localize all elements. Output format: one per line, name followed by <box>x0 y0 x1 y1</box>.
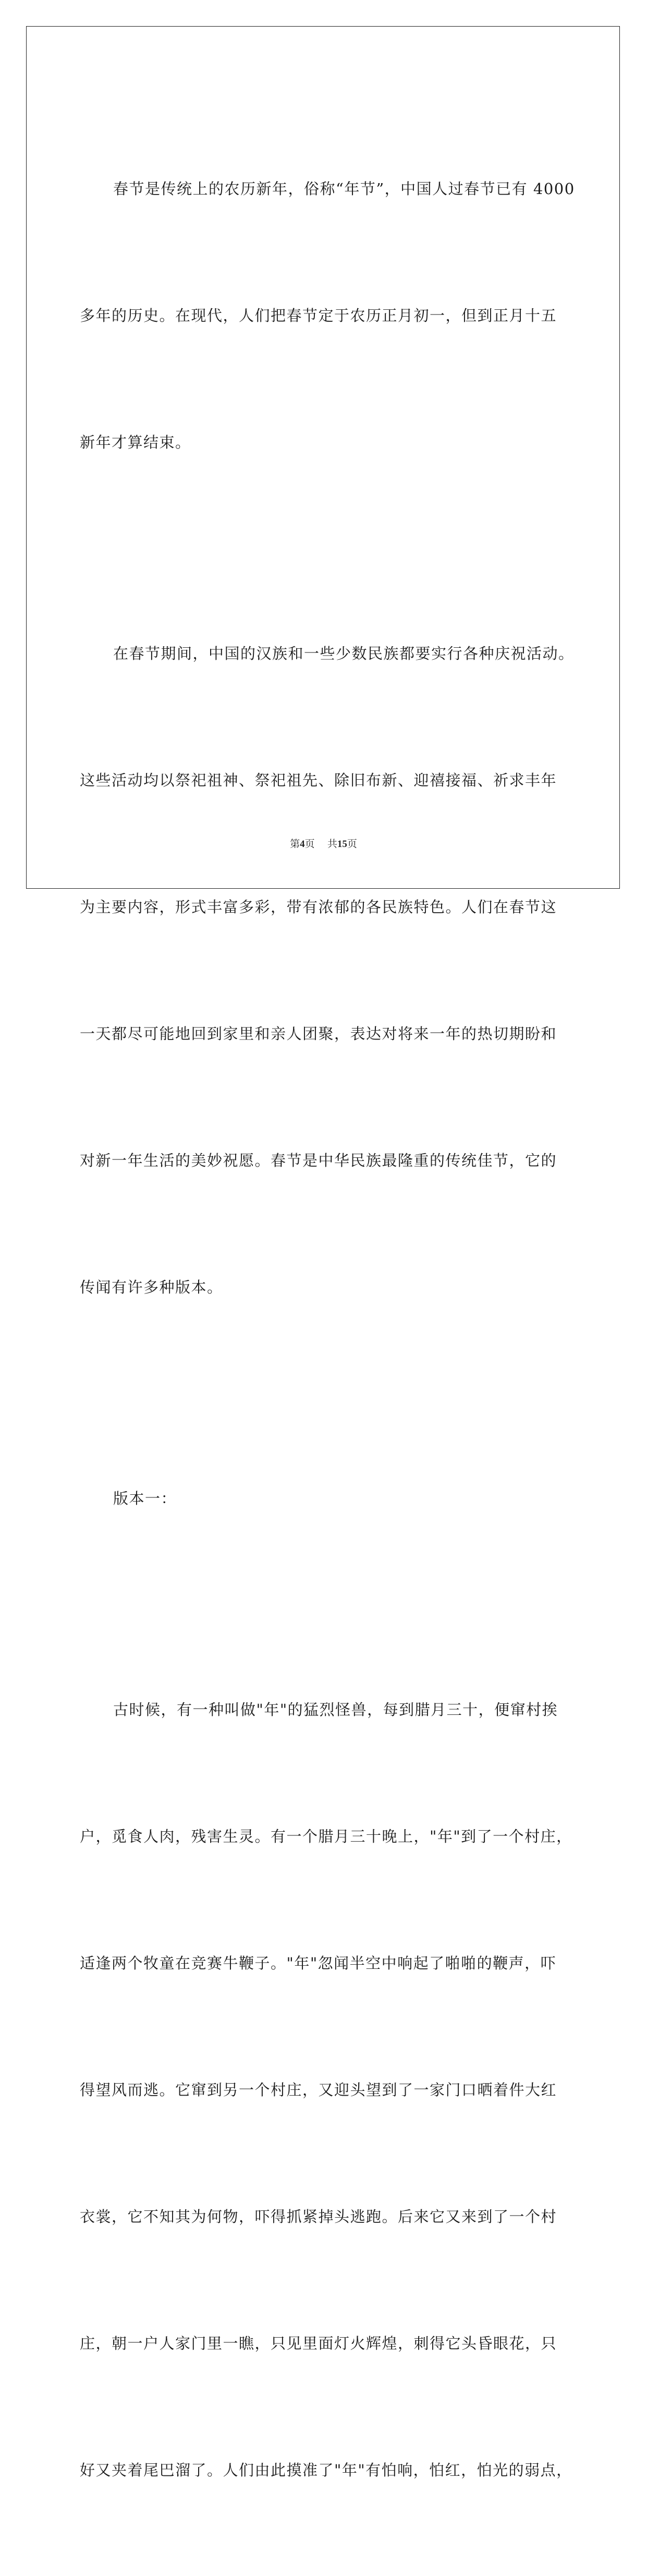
page-prefix: 第 <box>290 838 300 850</box>
text-line: 这些活动均以祭祀祖神、祭祀祖先、除旧布新、迎禧接福、祈求丰年 <box>80 771 557 789</box>
text-line: 多年的历史。在现代，人们把春节定于农历正月初一，但到正月十五 <box>80 307 557 324</box>
total-suffix: 页 <box>347 838 357 850</box>
text-line: 古时候，有一种叫做"年"的猛烈怪兽，每到腊月三十，便窜村挨 <box>113 1701 558 1719</box>
text-line: 春节是传统上的农历新年，俗称“年节”，中国人过春节已有 4000 <box>113 180 575 198</box>
text-line: 一天都尽可能地回到家里和亲人团聚，表达对将来一年的热切期盼和 <box>80 1025 557 1043</box>
text-line: 为主要内容，形式丰富多彩，带有浓郁的各民族特色。人们在春节这 <box>80 898 557 916</box>
page-footer <box>0 836 647 850</box>
total-prefix: 共 <box>327 838 337 850</box>
total-pages: 15 <box>337 839 347 850</box>
page-suffix: 页 <box>304 838 315 850</box>
text-line: 新年才算结束。 <box>80 433 191 451</box>
page-number: 4 <box>300 839 305 850</box>
text-line: 传闻有许多种版本。 <box>80 1278 223 1296</box>
text-line: 庄，朝一户人家门里一瞧，只见里面灯火辉煌，刺得它头昏眼花，只 <box>80 2335 557 2352</box>
text-line: 适逢两个牧童在竞赛牛鞭子。"年"忽闻半空中响起了啪啪的鞭声，吓 <box>80 1954 557 1972</box>
text-line: 好又夹着尾巴溜了。人们由此摸准了"年"有怕响，怕红，怕光的弱点， <box>80 2461 572 2479</box>
paragraph-4 <box>80 1604 570 2576</box>
document-body <box>80 83 575 2576</box>
text-line: 户，觅食人肉，残害生灵。有一个腊月三十晚上，"年"到了一个村庄， <box>80 1828 572 1845</box>
text-line: 对新一年生活的美妙祝愿。春节是中华民族最隆重的传统佳节，它的 <box>80 1152 557 1169</box>
text-line: 衣裳，它不知其为何物，吓得抓紧掉头逃跑。后来它又来到了一个村 <box>80 2208 557 2226</box>
text-line: 得望风而逃。它窜到另一个村庄，又迎头望到了一家门口晒着件大红 <box>80 2081 557 2099</box>
paragraph-1 <box>80 83 575 548</box>
paragraph-2 <box>80 548 575 1393</box>
text-line: 在春节期间，中国的汉族和一些少数民族都要实行各种庆祝活动。 <box>113 645 575 662</box>
text-line: 版本一： <box>113 1490 177 1507</box>
paragraph-3-heading <box>80 1393 570 1604</box>
